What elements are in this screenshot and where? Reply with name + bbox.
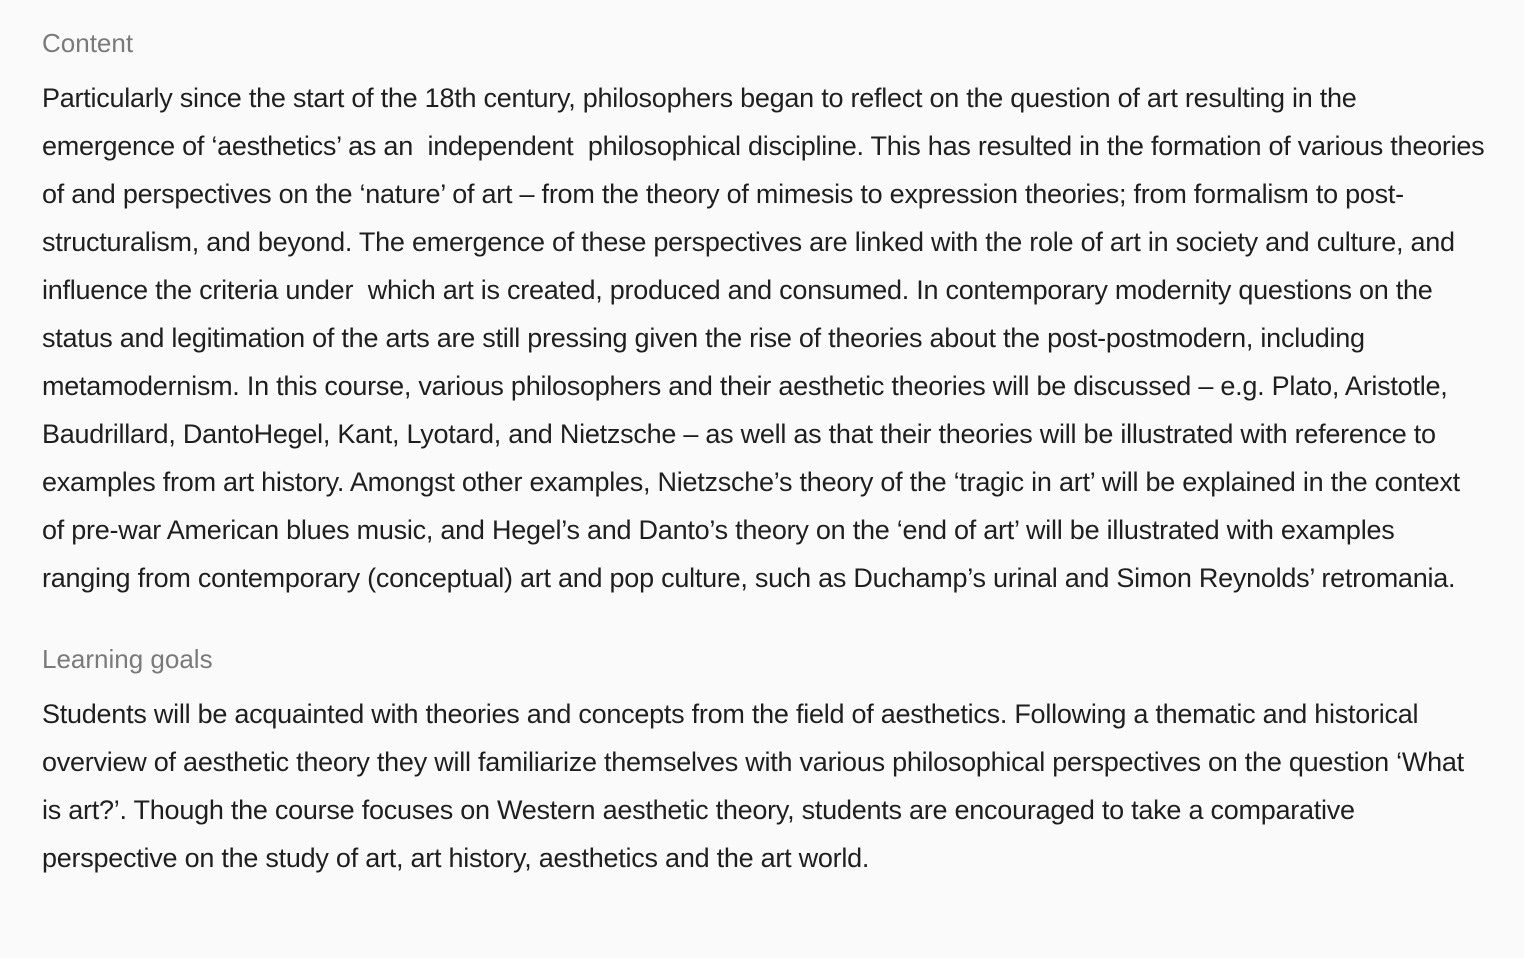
- content-text: Particularly since the start of the 18th century, philosophers began to reflect on the question of art resulting in the emergence of ‘aesthetics’ as an independent philosophical discipline. This has resulted in the formation of various theories of and perspectives on the ‘nature’ of art – from the theory of mimesis to expression theories; from formalism to post-structuralism, and beyond. The emergence of these perspectives are linked with the role of art in society and culture, and influence the criteria under which art is created, produced and consumed. In contemporary modernity questions on the status and legitimation of the arts are still pressing given the rise of theories about the post-postmodern, including metamodernism. In this course, various philosophers and their aesthetic theories will be discussed – e.g. Plato, Aristotle, Baudrillard, DantoHegel, Kant, Lyotard, and Nietzsche – as well as that their theories will be illustrated with reference to examples from art history. Amongst other examples, Nietzsche’s theory of the ‘tragic in art’ will be explained in the context of pre-war American blues music, and Hegel’s and Danto’s theory on the ‘end of art’ will be illustrated with examples ranging from contemporary (conceptual) art and pop culture, such as Duchamp’s urinal and Simon Reynolds’ retromania.: [42, 83, 1492, 593]
- learning-goals-section: [42, 642, 1488, 882]
- content-section: [42, 26, 1492, 602]
- learning-goals-heading: Learning goals: [42, 644, 213, 674]
- learning-goals-text: Students will be acquainted with theories and concepts from the field of aesthetics. Following a thematic and historical overview of aesthetic theory they will familiarize themselves with various philosophical perspectives on the question ‘What is art?’. Though the course focuses on Western aesthetic theory, students are encouraged to take a comparative perspective on the study of art, art history, aesthetics and the art world.: [42, 699, 1472, 873]
- content-heading: Content: [42, 28, 134, 58]
